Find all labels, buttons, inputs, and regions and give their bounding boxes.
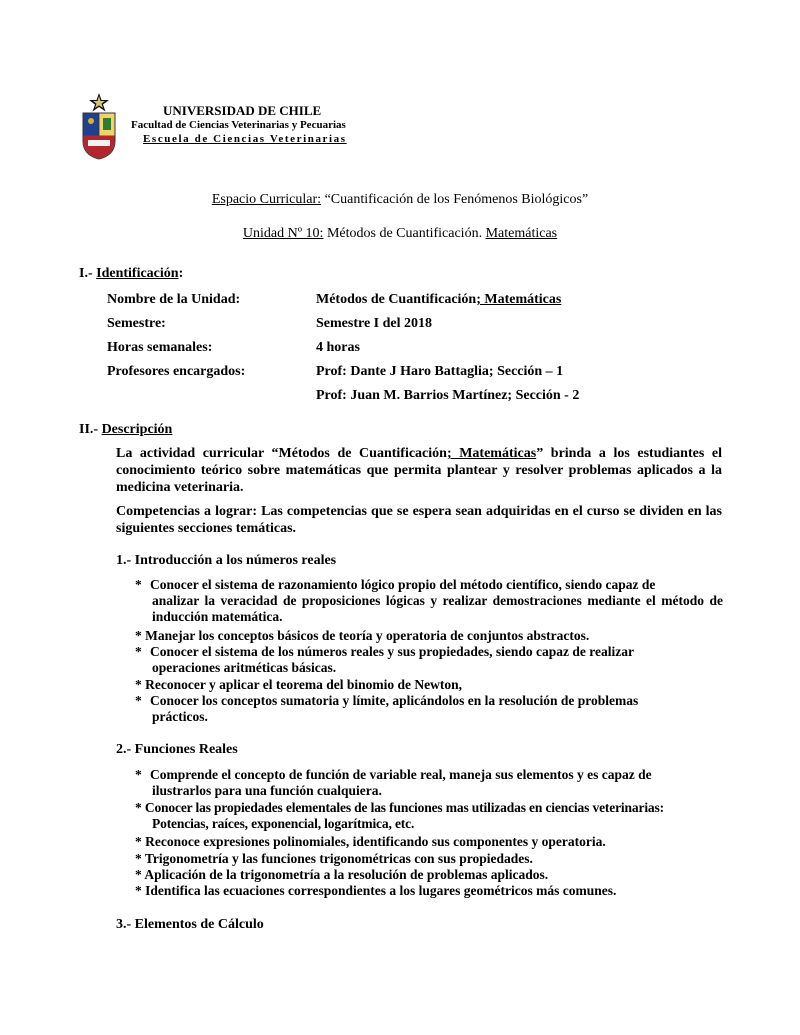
bullet-text: Trigonometría y las funciones trigonométricas con sus propiedades.: [144, 851, 533, 866]
description-paragraph: [116, 445, 722, 496]
section-number: II.-: [79, 422, 102, 437]
university-name: UNIVERSIDAD DE CHILE: [163, 103, 322, 118]
university-crest-logo: [79, 91, 119, 161]
bullet-text: Comprende el concepto de función de variable real, maneja sus elementos y es capaz de: [150, 767, 652, 782]
unit-label: Unidad Nº 10:: [242, 226, 324, 241]
competencies-paragraph: Competencias a lograr: Las competencias que se espera sean adquiridas en el curso se dividen en las siguientes secciones temáticas.: [116, 504, 722, 536]
list-item: [135, 834, 723, 850]
faculty-name: Facultad de Ciencias Veterinarias y Pecuarias: [131, 119, 346, 131]
section-identification-heading: [79, 266, 183, 282]
bullet-text: Conocer el sistema de razonamiento lógico propio del método científico, siendo capaz de: [150, 577, 656, 592]
bullet-text: Conocer el sistema de los números reales y sus propiedades, siendo capaz de realizar: [150, 644, 634, 659]
section-title: Descripción: [101, 422, 173, 437]
list-item: [135, 800, 723, 832]
unit-name-underlined: ; Matemáticas: [476, 292, 562, 307]
bullet-text: Identifica las ecuaciones correspondientes a los lugares geométricos más comunes.: [145, 883, 617, 898]
bullet-icon: *: [135, 577, 142, 592]
bullet-icon: *: [135, 693, 142, 708]
curricular-space-label: Espacio Curricular:: [211, 192, 322, 207]
topic-3-heading: 3.- Elementos de Cálculo: [116, 917, 264, 932]
professors-label: Profesores encargados:: [107, 364, 246, 379]
bullet-icon: *: [135, 628, 142, 643]
unit-value: Métodos de Cuantificación.: [323, 226, 486, 241]
list-item: [135, 883, 723, 899]
bullet-text-continued: ilustrarlos para una función cualquiera.: [152, 783, 382, 798]
semester-value: Semestre I del 2018: [316, 316, 432, 331]
unit-name-value: [316, 292, 561, 308]
weekly-hours-value: 4 horas: [316, 340, 360, 355]
list-item: [135, 577, 723, 625]
bullet-icon: *: [135, 800, 142, 815]
curricular-space-title: [0, 192, 800, 208]
bullet-icon: *: [135, 677, 142, 692]
list-item: [135, 644, 723, 676]
bullet-text-continued: analizar la veracidad de proposiciones lógicas y realizar demostraciones mediante el método de inducción matemática.: [152, 593, 723, 624]
list-item: [135, 693, 723, 725]
list-item: [135, 628, 723, 644]
topic-1-heading: 1.- Introducción a los números reales: [116, 553, 337, 568]
bullet-text: Conocer las propiedades elementales de las funciones mas utilizadas en ciencias veterinarias:: [144, 800, 664, 815]
bullet-text-continued: Potencias, raíces, exponencial, logarítmica, etc.: [152, 816, 415, 831]
bullet-icon: *: [135, 644, 142, 659]
topic-2-heading: 2.- Funciones Reales: [116, 742, 238, 757]
professor-2-value: Prof: Juan M. Barrios Martínez; Sección - 2: [316, 388, 580, 403]
section-number: I.-: [79, 266, 97, 281]
bullet-icon: *: [135, 883, 142, 898]
bullet-text-continued: operaciones aritméticas básicas.: [152, 660, 337, 675]
description-text-b: ” brinda a los estudiantes el conocimiento teórico sobre matemáticas que permita plantear y resolver problemas aplicados a la medicina veterinaria.: [116, 446, 722, 495]
unit-name-text: Métodos de Cuantificación: [316, 292, 477, 307]
section-description-heading: [79, 422, 172, 438]
semester-label: Semestre:: [107, 316, 166, 331]
weekly-hours-label: Horas semanales:: [107, 340, 213, 355]
section-colon: :: [178, 266, 184, 281]
list-item: [135, 851, 723, 867]
unit-name-label: Nombre de la Unidad:: [107, 292, 241, 307]
bullet-text: Reconocer y aplicar el teorema del binomio de Newton,: [145, 677, 462, 692]
list-item: [135, 677, 723, 693]
bullet-text-continued: prácticos.: [152, 709, 208, 724]
bullet-icon: *: [135, 834, 142, 849]
unit-title: [0, 226, 800, 242]
curricular-space-value: “Cuantificación de los Fenómenos Biológicos”: [321, 192, 589, 207]
list-item: [135, 867, 723, 883]
bullet-text: Manejar los conceptos básicos de teoría y operatoria de conjuntos abstractos.: [145, 628, 590, 643]
bullet-text: Conocer los conceptos sumatoria y límite, aplicándolos en la resolución de problemas: [150, 693, 639, 708]
list-item: [135, 767, 723, 799]
bullet-icon: *: [135, 851, 142, 866]
bullet-text: Aplicación de la trigonometría a la resolución de problemas aplicados.: [144, 867, 549, 882]
professor-1-value: Prof: Dante J Haro Battaglia; Sección – 1: [316, 364, 564, 379]
bullet-icon: *: [135, 767, 142, 782]
unit-value-underlined: Matemáticas: [485, 226, 558, 241]
bullet-icon: *: [135, 867, 142, 882]
bullet-text: Reconoce expresiones polinomiales, identificando sus componentes y operatoria.: [145, 834, 606, 849]
school-name: Escuela de Ciencias Veterinarias: [143, 133, 347, 145]
description-text-underlined: ; Matemáticas: [446, 446, 537, 461]
section-title: Identificación: [96, 266, 179, 281]
description-text-a: La actividad curricular “Métodos de Cuantificación: [116, 446, 447, 461]
